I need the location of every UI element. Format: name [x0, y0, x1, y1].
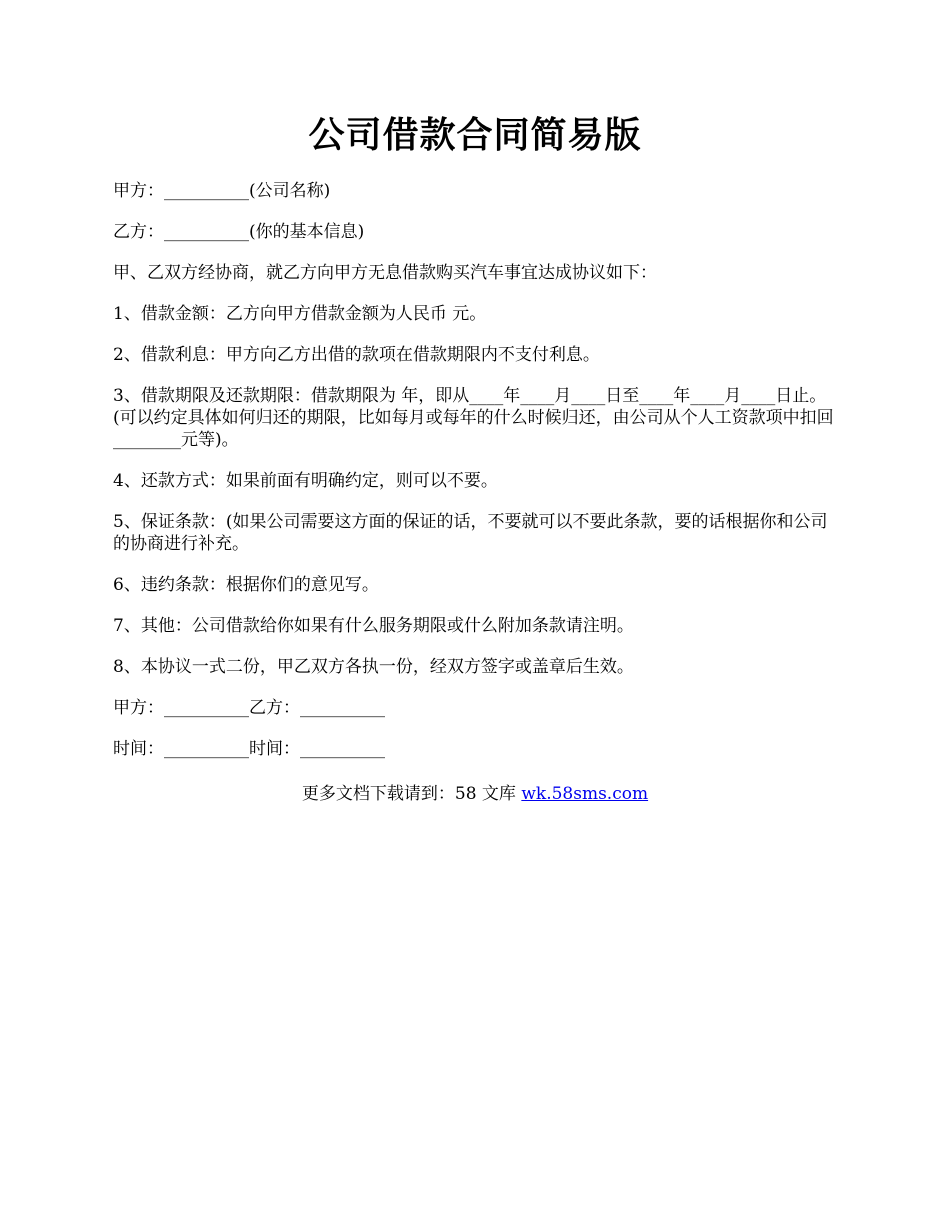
clause-6-breach: 6、违约条款：根据你们的意见写。	[113, 575, 379, 595]
agreement-intro: 甲、乙双方经协商，就乙方向甲方无息借款购买汽车事宜达成协议如下：	[113, 263, 657, 283]
clause-7-other: 7、其他：公司借款给你如果有什么服务期限或什么附加条款请注明。	[113, 616, 634, 636]
party-a-line: 甲方：__________(公司名称)	[113, 181, 331, 201]
clause-2-interest: 2、借款利息：甲方向乙方出借的款项在借款期限内不支付利息。	[113, 345, 600, 365]
document-title: 公司借款合同简易版	[308, 115, 642, 156]
signature-line: 甲方：__________乙方：__________	[113, 698, 385, 718]
footer-prefix: 更多文档下载请到：58 文库	[301, 784, 522, 804]
clause-5-guarantee: 5、保证条款：(如果公司需要这方面的保证的话，不要就可以不要此条款，要的话根据你和公司的协商进行补充。	[113, 512, 828, 554]
footer	[0, 783, 950, 805]
clause-4-repayment: 4、还款方式：如果前面有明确约定，则可以不要。	[113, 471, 498, 491]
clause-1-loan-amount: 1、借款金额：乙方向甲方借款金额为人民币 元。	[113, 304, 487, 324]
footer-link[interactable]: wk.58sms.com	[521, 784, 649, 804]
date-line: 时间：__________时间：__________	[113, 739, 385, 759]
clause-3-term: 3、借款期限及还款期限：借款期限为 年，即从____年____月____日至____年____月____日止。(可以约定具体如何归还的期限，比如每月或每年的什么时候归还，由公司从个人工资款项中扣回________元等)。	[113, 386, 834, 450]
clause-8-effect: 8、本协议一式二份，甲乙双方各执一份，经双方签字或盖章后生效。	[113, 657, 634, 677]
party-b-line: 乙方：__________(你的基本信息)	[113, 222, 365, 242]
document-body	[113, 180, 841, 779]
